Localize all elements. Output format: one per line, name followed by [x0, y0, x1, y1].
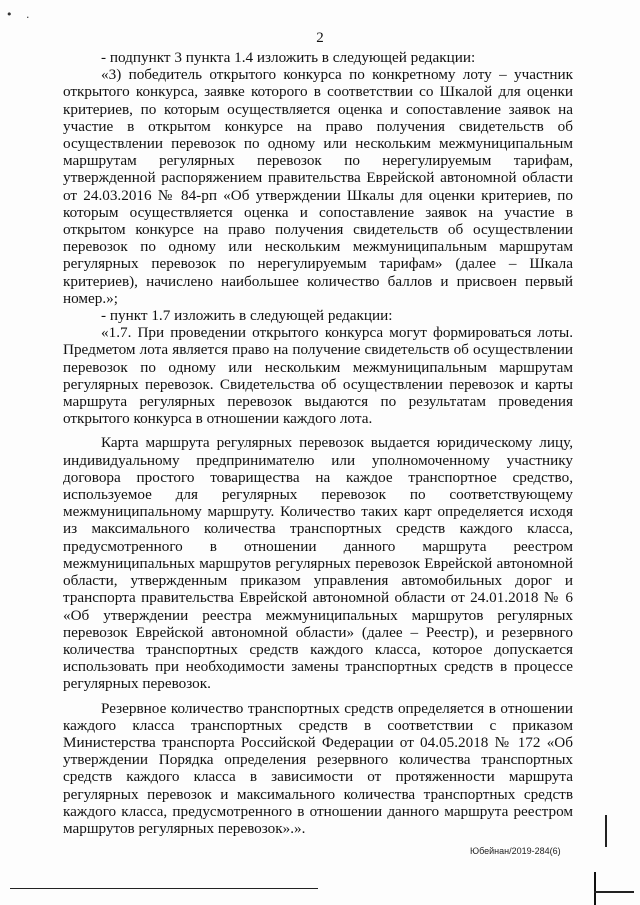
paragraph-clause-1-7-intro: - пункт 1.7 изложить в следующей редакции: — [101, 307, 393, 325]
scan-edge-mark — [594, 872, 596, 905]
paragraph-subclause-3-intro: - подпункт 3 пункта 1.4 изложить в следующей редакции: — [101, 49, 476, 66]
paragraph-subclause-3-text: «3) победитель открытого конкурса по конкретному лоту – участник открытого конкурса, заявке которого в соответствии со Шкалой для оценки критериев, по которым осуществляется оценка и сопоставление заявок на участие в открытом конкурсе на право получения свидетельств об осуществлении перевозок по одному или нескольким межмуниципальным маршрутам регулярных перевозок по нерегулируемым тарифам, утвержденной распоряжением правительства Еврейской автономной области от 24.03.2016 № 84-рп «Об утверждении Шкалы для оценки критериев, по которым осуществляется оценка и сопоставление заявок на участие в открытом конкурсе на право получения свидетельств об осуществлении перевозок по одному или нескольким межмуниципальным маршрутам регулярных перевозок по нерегулируемым тарифам» (далее – Шкала критериев), начислено наибольшее количество баллов и присвоен первый номер.»; — [63, 66, 573, 307]
scan-artifact-marks: • . — [6, 8, 35, 21]
page-number: 2 — [316, 30, 324, 46]
document-code: Юбейнан/2019-284(6) — [470, 846, 561, 856]
document-body — [63, 49, 573, 837]
paragraph-reserve-vehicles: Резервное количество транспортных средств определяется в отношении каждого класса транспортных средств в соответствии с приказом Министерства транспорта Российской Федерации от 04.05.2018 № 172 «Об утверждении Порядка определения резервного количества транспортных средств каждого класса в зависимости от протяженности маршрута регулярных перевозок и максимального количества транспортных средств каждого класса, предусмотренного в отношении данного маршрута реестром маршрутов регулярных перевозок».». — [63, 699, 573, 837]
paragraph-route-card: Карта маршрута регулярных перевозок выдается юридическому лицу, индивидуальному предпринимателю или уполномоченному участнику договора простого товарищества на каждое транспортное средство, используемое для регулярных перевозок по соответствующему межмуниципальному маршруту. Количество таких карт определяется исходя из максимального количества транспортных средств каждого класса, предусмотренного в отношении данного маршрута реестром межмуниципальных маршрутов регулярных перевозок Еврейской автономной области, утвержденным приказом управления автомобильных дорог и транспорта правительства Еврейской автономной области от 24.01.2018 № 6 «Об утверждении реестра межмуниципальных маршрутов регулярных перевозок Еврейской автономной области» (далее – Реестр), и резервного количества транспортных средств каждого класса, которое допускается использовать при необходимости замены транспортных средств в процессе регулярных перевозок. — [63, 434, 573, 693]
scan-edge-mark — [605, 815, 607, 847]
footer-rule — [10, 888, 318, 889]
paragraph-clause-1-7-lots: «1.7. При проведении открытого конкурса могут формироваться лоты. Предметом лота является право на получение свидетельств об осуществлении перевозок по одному или нескольким межмуниципальным маршрутам регулярных перевозок. Свидетельства об осуществлении перевозок и карты маршрута регулярных перевозок выдаются по результатам проведения открытого конкурса в отношении каждого лота. — [63, 324, 573, 428]
scan-edge-mark — [594, 891, 634, 893]
